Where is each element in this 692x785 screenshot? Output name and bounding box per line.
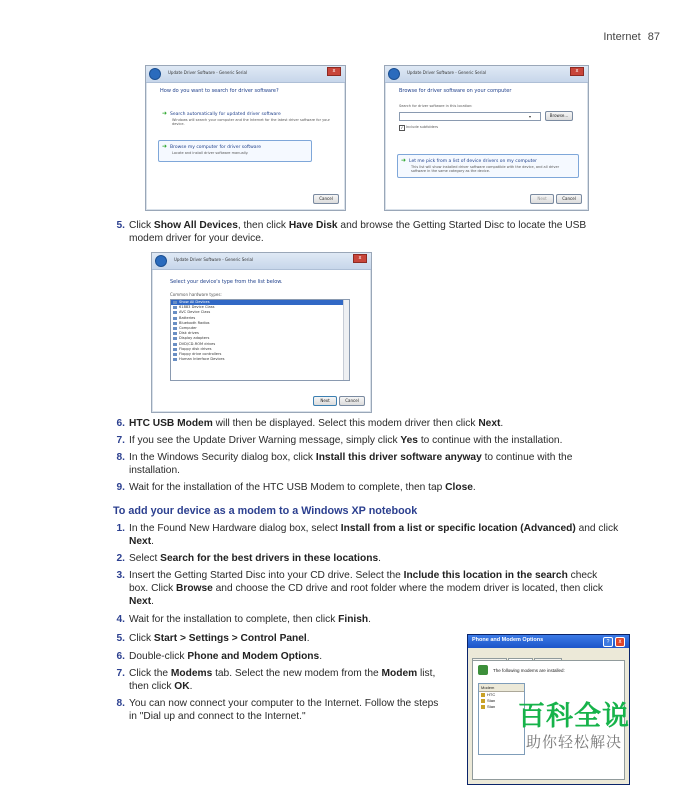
dialog-heading: Browse for driver software on your computer: [399, 88, 512, 94]
back-arrow-icon[interactable]: [388, 68, 400, 80]
dialog-title: Update Driver Software - Generic Serial: [168, 70, 248, 75]
pick-from-list-option[interactable]: ➜ Let me pick from a list of device drivers on my computer: [401, 157, 537, 164]
cancel-button[interactable]: Cancel: [313, 194, 339, 204]
search-automatically-option[interactable]: ➜ Search automatically for updated driver software: [162, 110, 281, 117]
help-icon[interactable]: ?: [603, 637, 613, 647]
modem-list-header: Modem: [479, 684, 524, 692]
hardware-types-label: Common hardware types:: [170, 292, 222, 297]
include-subfolders-label: Include subfolders: [406, 125, 439, 129]
step-8-connect-internet: 8. You can now connect your computer to the Internet. Follow the steps in "Dial up and connect to the Internet.": [116, 698, 439, 722]
close-icon[interactable]: x: [570, 67, 584, 76]
option-description: Locate and install driver software manually.: [172, 151, 249, 155]
include-subfolders-checkbox[interactable]: ✓: [400, 125, 404, 130]
close-icon[interactable]: x: [327, 67, 341, 76]
page-number: 87: [647, 31, 660, 43]
dialog-heading: Select your device's type from the list below.: [170, 279, 283, 285]
green-arrow-icon: ➜: [401, 157, 407, 164]
step-6-htc-usb-modem: 6. HTC USB Modem will then be displayed. Select this modem driver then click Next.: [116, 418, 504, 429]
dialog-titlebar: [146, 66, 345, 83]
path-input[interactable]: [399, 112, 541, 121]
cancel-button[interactable]: Cancel: [556, 194, 582, 204]
list-item[interactable]: Human Interface Devices: [171, 357, 349, 362]
step-1-found-new-hardware: 1. In the Found New Hardware dialog box, select Install from a list or specific location (Advanced) and click Next.: [116, 523, 619, 547]
browse-button[interactable]: Browse...: [545, 111, 573, 121]
list-item[interactable]: Show All Devices: [171, 300, 349, 305]
search-location-label: Search for driver software in this location:: [399, 104, 473, 108]
dialog-tabs: [472, 651, 563, 660]
step-3-insert-disc: 3. Insert the Getting Started Disc into your CD drive. Select the Include this location in the search check box. Click Browse and choose the CD drive and root folder where the modem driver is located, then click Next.: [116, 570, 603, 607]
list-scrollbar[interactable]: [343, 300, 349, 380]
next-button[interactable]: Next: [313, 396, 337, 406]
dialog-titlebar: [152, 253, 371, 270]
header-section: Internet: [603, 31, 641, 43]
next-button[interactable]: Next: [530, 194, 554, 204]
option-description: This list will show installed driver software compatible with the device, and all driver software in the same category as the device.: [411, 165, 560, 173]
step-9-wait-install: 9. Wait for the installation of the HTC USB Modem to complete, then tap Close.: [116, 482, 476, 493]
list-item[interactable]: Disk drives: [171, 331, 349, 336]
close-icon[interactable]: x: [353, 254, 367, 263]
list-item[interactable]: Stan: [479, 704, 524, 710]
dialog-title: Update Driver Software - Generic Serial: [407, 70, 487, 75]
step-8-windows-security: 8. In the Windows Security dialog box, click Install this driver software anyway to continue with the installation.: [116, 452, 573, 476]
cancel-button[interactable]: Cancel: [339, 396, 365, 406]
step-4-finish: 4. Wait for the installation to complete, then click Finish.: [116, 614, 371, 625]
step-5-show-all-devices: 5. Click Show All Devices, then click Have Disk and browse the Getting Started Disc to locate the USB modem driver for your device.: [116, 220, 587, 244]
list-item[interactable]: HTC: [479, 692, 524, 698]
hardware-types-list[interactable]: [170, 299, 350, 381]
chevron-down-icon[interactable]: ▾: [529, 114, 532, 119]
dialog-title: Phone and Modem Options: [472, 637, 544, 643]
back-arrow-icon[interactable]: [155, 255, 167, 267]
dialog-titlebar: [385, 66, 588, 83]
list-item[interactable]: Bluetooth Radios: [171, 321, 349, 326]
back-arrow-icon[interactable]: [149, 68, 161, 80]
step-2-search-best-drivers: 2. Select Search for the best drivers in these locations.: [116, 553, 381, 564]
modem-icon: [478, 665, 488, 675]
step-7-update-warning: 7. If you see the Update Driver Warning message, simply click Yes to continue with the installation.: [116, 435, 563, 446]
list-item[interactable]: Display adapters: [171, 336, 349, 341]
dialog-titlebar: [468, 635, 629, 648]
section-title: To add your device as a modem to a Windows XP notebook: [113, 505, 418, 517]
list-item[interactable]: Batteries: [171, 316, 349, 321]
green-arrow-icon: ➜: [162, 110, 168, 117]
running-header: [603, 31, 660, 43]
dialog-title: Update Driver Software - Generic Serial: [174, 257, 254, 262]
watermark-sub: 助你轻松解决: [526, 733, 623, 751]
watermark-main: 百科全说: [518, 701, 630, 732]
green-arrow-icon: ➜: [162, 143, 168, 150]
screenshot-browse-driver-dialog: [384, 65, 589, 211]
screenshot-device-type-dialog: [151, 252, 372, 413]
step-5-control-panel: 5. Click Start > Settings > Control Panel.: [116, 633, 310, 644]
close-icon[interactable]: x: [615, 637, 625, 647]
dialog-heading: How do you want to search for driver software?: [160, 88, 279, 94]
list-item[interactable]: Stan: [479, 698, 524, 704]
option-description: Windows will search your computer and the Internet for the latest driver software for your device.: [172, 118, 330, 126]
browse-computer-option[interactable]: ➜ Browse my computer for driver software: [162, 143, 262, 150]
list-item[interactable]: Floppy drive controllers: [171, 352, 349, 357]
list-item[interactable]: Floppy disk drives: [171, 347, 349, 352]
list-item[interactable]: DVD/CD-ROM drives: [171, 342, 349, 347]
step-7-modems-tab: 7. Click the Modems tab. Select the new modem from the Modem list, then click OK.: [116, 668, 436, 692]
step-6-phone-modem-options: 6. Double-click Phone and Modem Options.: [116, 651, 323, 662]
list-item[interactable]: 61883 Device Class: [171, 305, 349, 310]
list-item[interactable]: Computer: [171, 326, 349, 331]
screenshot-search-driver-dialog: [145, 65, 346, 211]
list-item[interactable]: AVC Device Class: [171, 310, 349, 315]
modems-message: The following modems are installed:: [493, 668, 565, 673]
